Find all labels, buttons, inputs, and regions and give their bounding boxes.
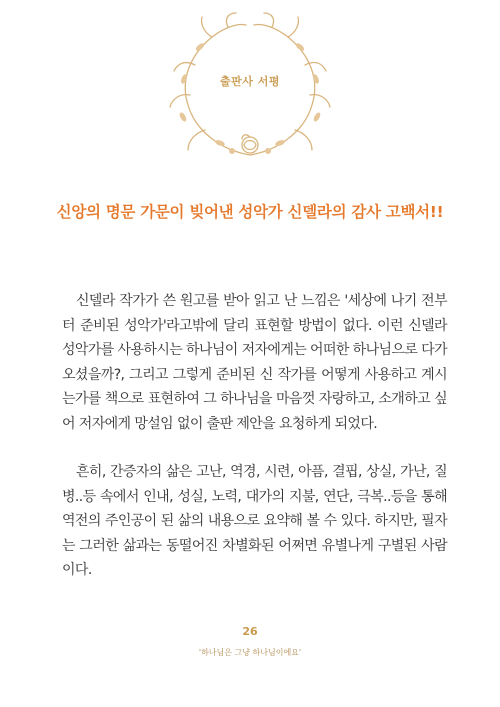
section-label: 출판사 서평 [220,75,280,88]
page-number: 26 [242,625,258,638]
running-footer-title: '하나님은 그냥 하나님이에요' [198,648,302,657]
paragraph: 흔히, 간증자의 삶은 고난, 역경, 시련, 아픔, 결핍, 상실, 가난, 질병..등 속에서 인내, 성실, 노력, 대가의 지불, 연단, 극복..등을 통해 역전의 주인공이 된 삶의 내용으로 요약해 볼 수 있다. 하지만, 필자는 그러한 삶과는 동떨어진 차별화된 어쩌면 유별나게 구별된 사람이다. [62,464,447,578]
paragraph: 신델라 작가가 쓴 원고를 받아 읽고 난 느낌은 '세상에 나기 전부터 준비된 성악가'라고밖에 달리 표현할 방법이 없다. 이런 신델라 성악가를 사용하시는 하나님이 저자에게는 어떠한 하나님으로 다가오셨을까?, 그리고 그렇게 준비된 신 작가를 어떻게 사용하고 계시는가를 책으로 표현하여 그 하나님을 마음껏 자랑하고, 소개하고 싶어 저자에게 망설임 없이 출판 제안을 요청하게 되었다. [62,293,447,432]
headline: 신앙의 명문 가문이 빚어낸 성악가 신델라의 감사 고백서!! [56,203,444,221]
body-text [62,289,447,583]
